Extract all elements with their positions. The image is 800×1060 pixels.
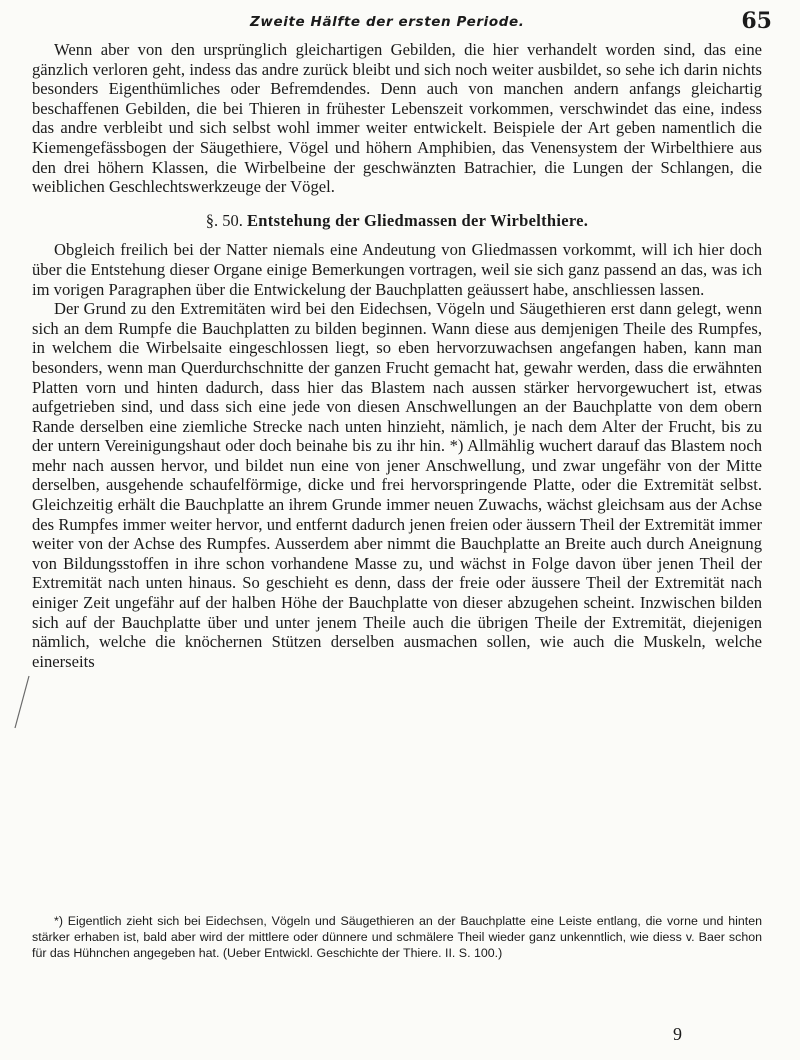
signature-mark: 9 <box>673 1024 682 1044</box>
section-title: Entstehung der Gliedmassen der Wirbelthiere. <box>247 210 589 230</box>
footnote <box>32 913 762 961</box>
running-title: Zweite Hälfte der ersten Periode. <box>250 14 525 30</box>
pencil-mark-icon <box>11 672 33 732</box>
footnote-text: *) Eigentlich zieht sich bei Eidechsen, Vögeln und Säugethieren an der Bauchplatte eine Leiste entlang, die vorne und hinten stärker erhaben ist, bald aber wird der mittlere oder dünnere und schmälere Theil wieder ganz unkenntlich, wie diess v. Baer schon für das Hühnchen angegeben hat. (Ueber Entwickl. Geschichte der Thiere. II. S. 100.) <box>32 914 762 960</box>
paragraph: Wenn aber von den ursprünglich gleichartigen Gebilden, die hier verhandelt worden sind, das eine gänzlich verloren geht, indess das andre zurück bleibt und sich noch weiter ausbildet, so sehe ich darin nichts besonders Eigenthümliches oder Befremdendes. Denn auch von manchen andern anfangs gleichartig beschaffenen Gebilden, die bei Thieren in frühester Lebenszeit vorkommen, verschwindet das eine, indess das andre verbleibt und sich selbst wohl immer weiter entwickelt. Beispiele der Art geben namentlich die Kiemengefässbogen der Säugethiere, Vögel und höhern Amphibien, das Venensystem der Wirbelthiere aus den drei höhern Klassen, die Wirbelbeine der geschwänzten Batrachier, die Lungen der Schlangen, die weiblichen Geschlechtswerkzeuge der Vögel. <box>32 40 762 197</box>
body-text <box>32 40 762 671</box>
paragraph: Obgleich freilich bei der Natter niemals eine Andeutung von Gliedmassen vorkommt, will ich hier doch über die Entstehung dieser Organe einige Bemerkungen vortragen, weil sie sich ganz passend an das, was ich im vorigen Paragraphen über die Entwickelung der Bauchplatten geäussert habe, anschliessen lassen. <box>32 240 762 299</box>
page-number: 65 <box>741 8 772 34</box>
running-head <box>0 8 800 36</box>
section-heading <box>32 211 762 231</box>
paragraph: Der Grund zu den Extremitäten wird bei den Eidechsen, Vögeln und Säugethieren erst dann gelegt, wenn sich an dem Rumpfe die Bauchplatten zu bilden beginnen. Wann diese aus demjenigen Theile des Rumpfes, in welchem die Wirbelsaite eingeschlossen liegt, so eben hervorzuwachsen angefangen haben, kann man besonders, wenn man Querdurchschnitte der ganzen Frucht gemacht hat, gewahr werden, dass die erwähnten Platten vorn und hinten dadurch, dass hier das Blastem nach aussen stärker hervorgewuchert ist, etwas aufgetrieben sind, und dass sich eine jede von diesen Anschwellungen an der Bauchplatte von dem obern Rande derselben eine ziemliche Strecke nach unten hinzieht, nämlich, je nach dem Alter der Frucht, bis zu der untern Vereinigungshaut oder doch beinahe bis zu ihr hin. *) Allmählig wuchert darauf das Blastem noch mehr nach aussen hervor, und bildet nun eine von jener Anschwellung, und zwar ungefähr von der Mitte derselben, ausgehende schaufelförmige, dicke und frei hervorspringende Platte, oder die Extremität selbst. Gleichzeitig erhält die Bauchplatte an ihrem Grunde immer neuen Zuwachs, wächst gleichsam aus der Achse des Rumpfes immer weiter hervor, und entfernt dadurch jenen freien oder äussern Theil der Extremität immer weiter von der Achse des Rumpfes. Ausserdem aber nimmt die Bauchplatte an Breite auch durch Aneignung von Bildungsstoffen in ihre schon vorhandene Masse zu, und wächst in Folge davon über jenen Theil der Extremität nach unten hinaus. So geschieht es denn, dass der freie oder äussere Theil der Extremität nach einiger Zeit ungefähr auf der halben Höhe der Bauchplatte von dieser abzugehen scheint. Inzwischen bilden sich auf der Bauchplatte über und unter jenem Theile auch die übrigen Theile der Extremität, diejenigen nämlich, welche die knöchernen Stützen derselben ausmachen sollen, wie auch die Muskeln, welche einerseits <box>32 299 762 671</box>
section-number: §. 50. <box>205 210 243 230</box>
